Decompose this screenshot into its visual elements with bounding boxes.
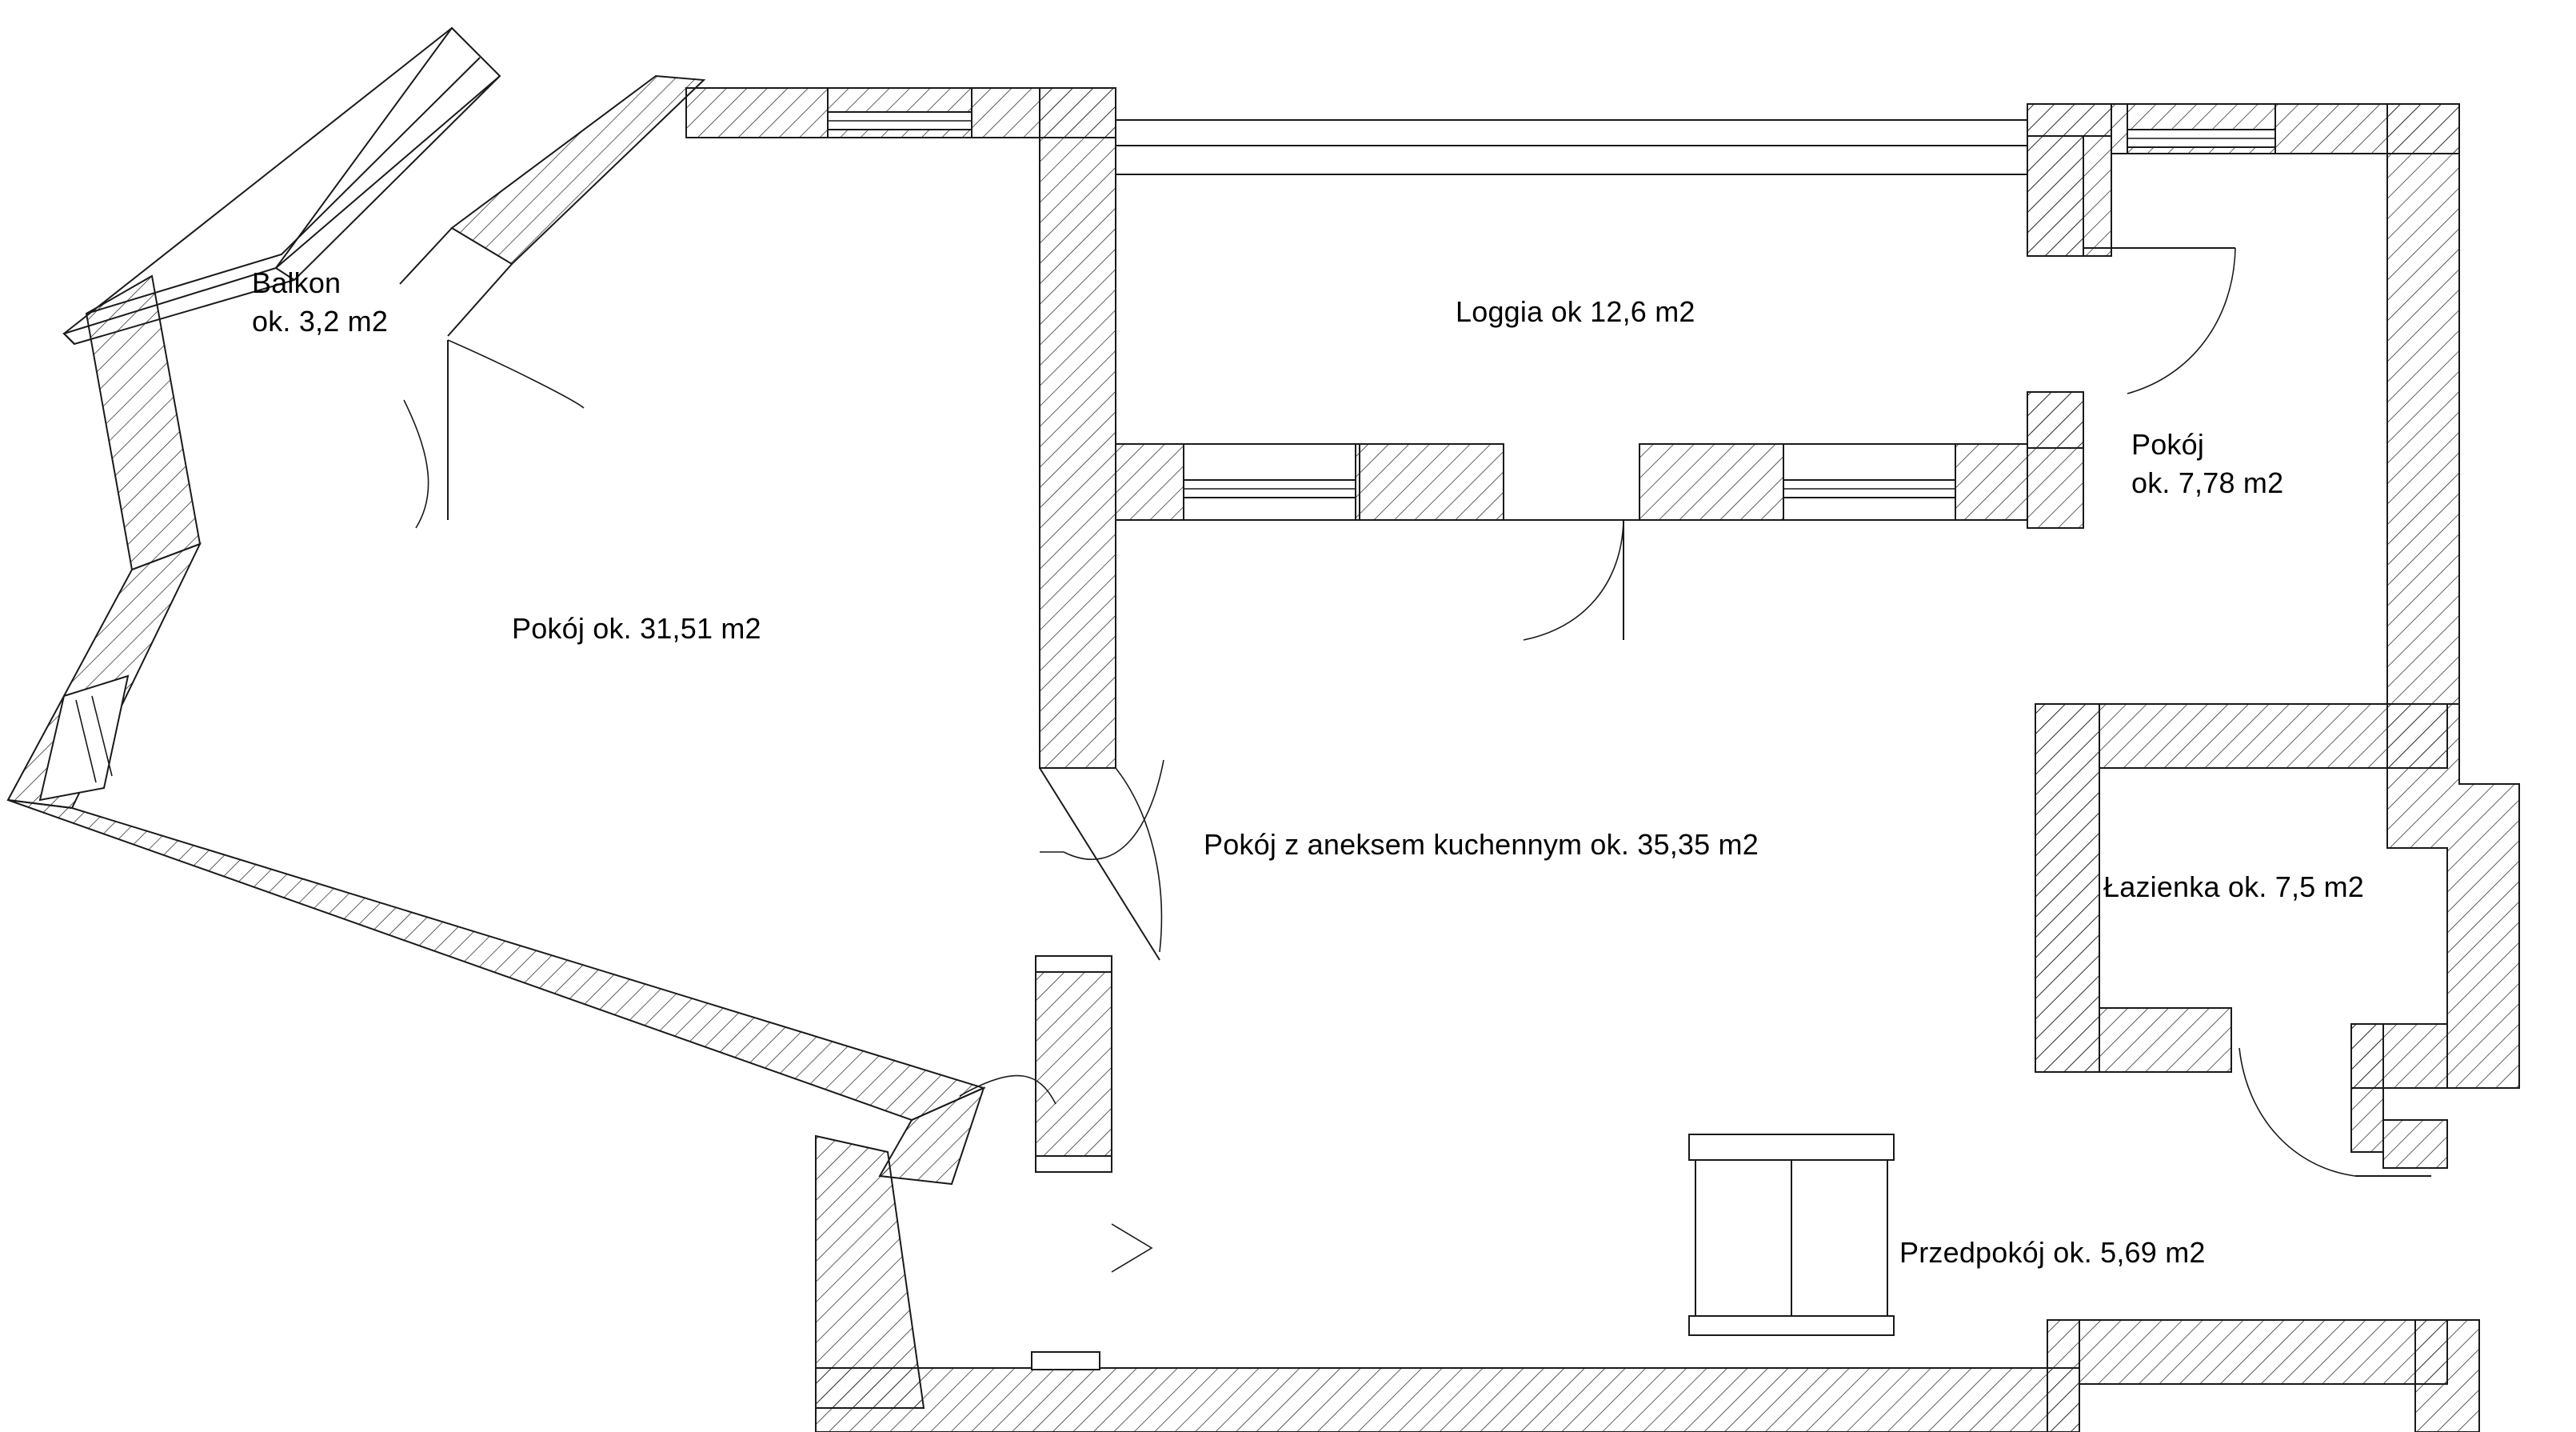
room-label-lazienka bbox=[2103, 868, 2364, 906]
room-label-pokoj-778 bbox=[2131, 426, 2283, 502]
room-label-przedpokoj bbox=[1899, 1234, 2206, 1272]
room-label-loggia-line1: Loggia ok 12,6 m2 bbox=[1456, 295, 1695, 328]
loggia-top-rail bbox=[1116, 120, 2027, 174]
room-label-przedpokoj-line1: Przedpokój ok. 5,69 m2 bbox=[1899, 1236, 2206, 1269]
room-label-pokoj-aneks bbox=[1204, 826, 1759, 864]
room-label-pokoj-aneks-line1: Pokój z aneksem kuchennym ok. 35,35 m2 bbox=[1204, 828, 1759, 861]
room-label-lazienka-line1: Łazienka ok. 7,5 m2 bbox=[2103, 870, 2364, 903]
room-label-balkon-line2: ok. 3,2 m2 bbox=[252, 304, 389, 338]
room-label-pokoj-31-line1: Pokój ok. 31,51 m2 bbox=[512, 612, 761, 645]
room-label-pokoj-31 bbox=[512, 610, 761, 648]
loggia-bottom-wall bbox=[1116, 444, 2027, 520]
room-label-balkon-line1: Balkon bbox=[252, 266, 341, 299]
kitchen-fixture bbox=[1689, 1134, 1894, 1335]
room-label-balkon bbox=[252, 264, 388, 341]
room-label-pokoj-778-line2: ok. 7,78 m2 bbox=[2131, 466, 2284, 499]
room-label-loggia bbox=[1456, 293, 1695, 331]
room-label-pokoj-778-line1: Pokój bbox=[2131, 428, 2205, 461]
bathroom-walls bbox=[2035, 704, 2447, 1168]
